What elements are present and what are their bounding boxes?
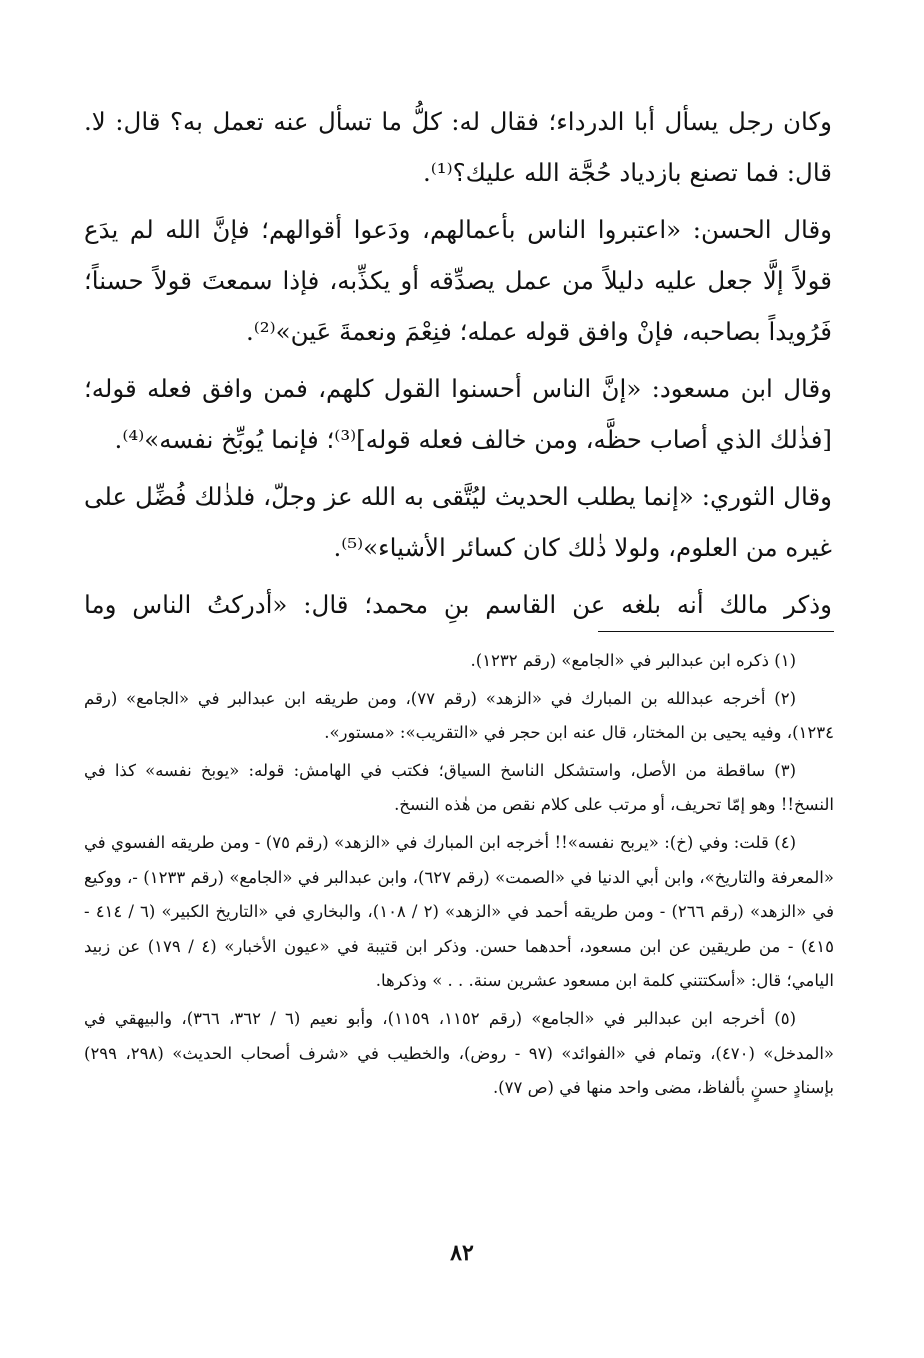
paragraph-3: وقال ابن مسعود: «إنَّ الناس أحسنوا القول كلهم، فمن وافق فعله قوله؛ [فذٰلك الذي أصاب حظَّه، ومن خالف فعله قوله]⁽³⁾؛ فإنما يُوبِّخ نفسه»⁽⁴⁾. (84, 374, 832, 454)
page-number: ٨٢ (450, 1240, 474, 1266)
paragraph-1: وكان رجل يسأل أبا الدرداء؛ فقال له: كلُّ ما تسأل عنه تعمل به؟ قال: لا. قال: فما تصنع بازدياد حُجَّة الله عليك؟⁽¹⁾. (84, 107, 832, 187)
paragraph-4: وقال الثوري: «إنما يطلب الحديث ليُتَّقى به الله عز وجلّ، فلذٰلك فُضِّل على غيره من العلوم، ولولا ذٰلك كان كسائر الأشياء»⁽⁵⁾. (84, 482, 832, 562)
footnote-1: (١) ذكره ابن عبدالبر في «الجامع» (رقم ١٢٣٢). (470, 651, 796, 670)
paragraph-5: وذكر مالك أنه بلغه عن القاسم بنِ محمد؛ قال: «أدركتُ الناس وما (84, 590, 832, 619)
footnote-separator (598, 631, 834, 632)
footnote-2: (٢) أخرجه عبدالله بن المبارك في «الزهد» (رقم ٧٧)، ومن طريقه ابن عبدالبر في «الجامع» (رقم ١٢٣٤)، وفيه يحيى بن المختار، قال عنه ابن حجر في «التقريب»: «مستور». (84, 688, 834, 743)
footnote-5: (٥) أخرجه ابن عبدالبر في «الجامع» (رقم ١١٥٢، ١١٥٩)، وأبو نعيم (٦ / ٣٦٢، ٣٦٦)، والبيهقي في «المدخل» (٤٧٠)، وتمام في «الفوائد» (٩٧ - روض)، والخطيب في «شرف أصحاب الحديث» (٢٩٨، ٢٩٩) بإسنادٍ حسنٍ بألفاظ، مضى واحد منها في (ص ٧٧). (84, 1008, 834, 1098)
footnote-3: (٣) ساقطة من الأصل، واستشكل الناسخ السياق؛ فكتب في الهامش: قوله: «يوبخ نفسه» كذا في النسخ!! وهو إمّا تحريف، أو مرتب على كلام نقص من هٰذه النسخ. (84, 760, 834, 815)
main-text (84, 96, 832, 636)
paragraph-2: وقال الحسن: «اعتبروا الناس بأعمالهم، ودَعوا أقوالهم؛ فإنَّ الله لم يدَع قولاً إلَّا جعل عليه دليلاً من عمل يصدِّقه أو يكذِّبه، فإذا سمعتَ قولاً حسناً؛ فَرُويداً بصاحبه، فإنْ وافق قوله عمله؛ فنِعْمَ ونعمةَ عَين»⁽²⁾. (84, 215, 832, 346)
footnote-4: (٤) قلت: وفي (خ): «يربح نفسه»!! أخرجه ابن المبارك في «الزهد» (رقم ٧٥) - ومن طريقه الفسوي في «المعرفة والتاريخ»، وابن أبي الدنيا في «الصمت» (رقم ٦٢٧)، وابن عبدالبر في «الجامع» (رقم ١٢٣٣) -، ووكيع في «الزهد» (رقم ٢٦٦) - ومن طريقه أحمد في «الزهد» (٢ / ١٠٨)، والبخاري في «التاريخ الكبير» (٦ / ٤١٤ - ٤١٥) - من طريقين عن ابن مسعود، أحدهما حسن. وذكر ابن قتيبة في «عيون الأخبار» (٤ / ١٧٩) عن زبيد اليامي؛ قال: «أسكتتني كلمة ابن مسعود عشرين سنة. . . » وذكرها. (84, 832, 834, 991)
footnotes (84, 644, 834, 1109)
